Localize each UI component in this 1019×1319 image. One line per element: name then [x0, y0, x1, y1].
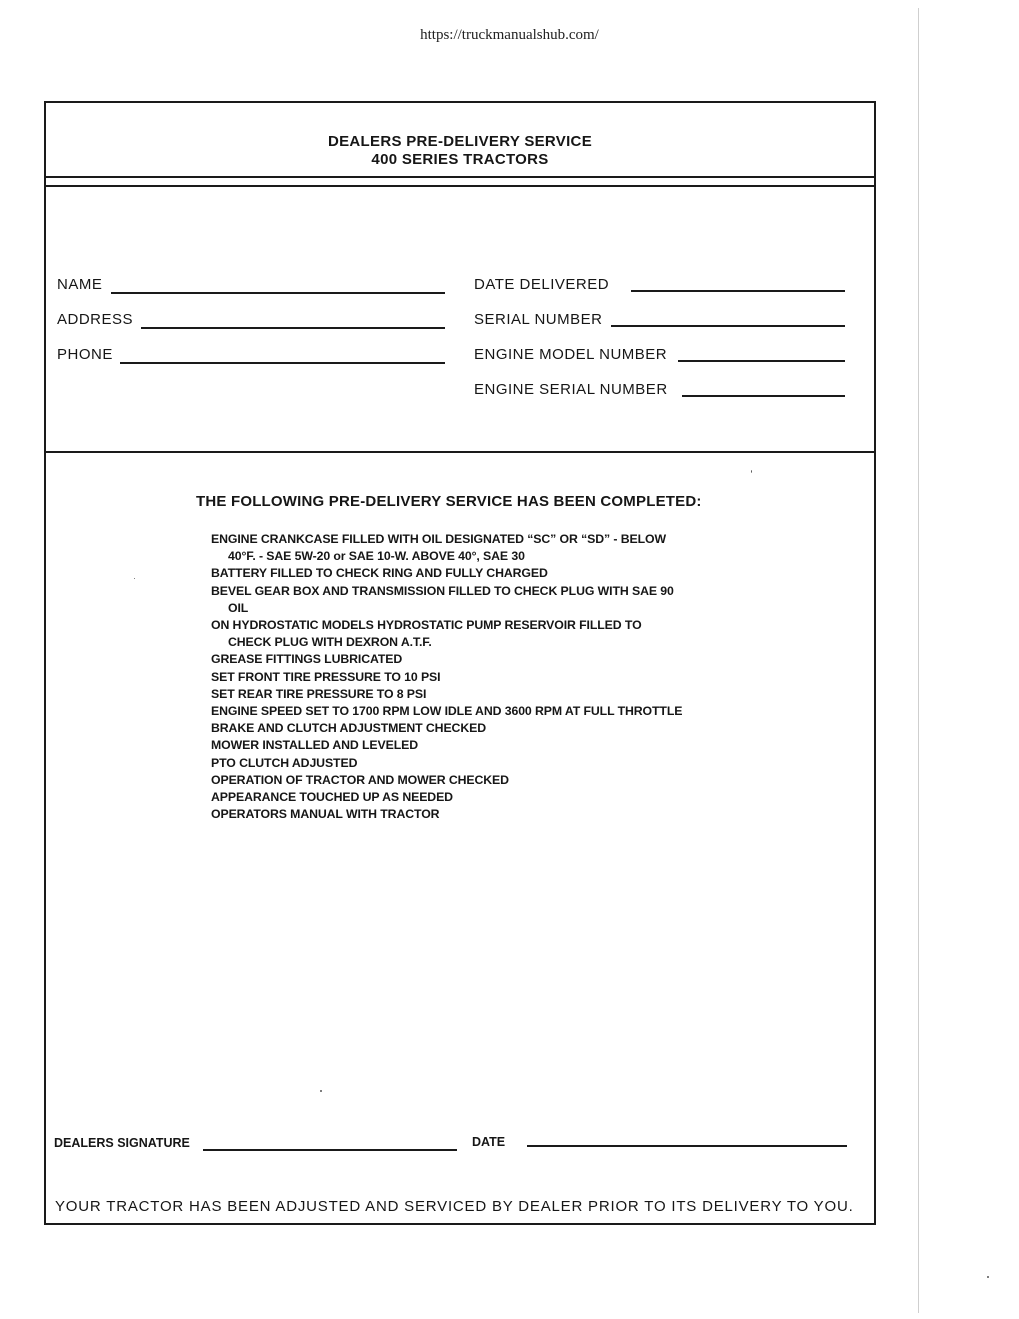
signature-date-field[interactable]: [527, 1145, 847, 1147]
date-delivered-label: DATE DELIVERED: [474, 276, 610, 293]
form-title-line-2: 400 SERIES TRACTORS: [371, 151, 549, 168]
checklist-item: CHECK PLUG WITH DEXRON A.T.F.: [228, 635, 432, 650]
address-field[interactable]: [141, 327, 445, 329]
scan-speck: [987, 1276, 989, 1278]
pre-delivery-form: [44, 101, 876, 1225]
checklist-item: 40°F. - SAE 5W-20 or SAE 10-W. ABOVE 40°, SAE 30: [228, 549, 525, 564]
title-divider-top: [46, 176, 874, 178]
checklist-item: APPEARANCE TOUCHED UP AS NEEDED: [211, 790, 453, 805]
checklist-item: PTO CLUTCH ADJUSTED: [211, 755, 358, 770]
checklist-item: GREASE FITTINGS LUBRICATED: [211, 652, 403, 667]
scan-edge-line: [918, 8, 919, 1313]
checklist-item: BEVEL GEAR BOX AND TRANSMISSION FILLED TO CHECK PLUG WITH SAE 90: [211, 583, 674, 598]
serial-number-field[interactable]: [611, 325, 845, 327]
checklist-item: OPERATION OF TRACTOR AND MOWER CHECKED: [211, 772, 509, 787]
serial-number-label: SERIAL NUMBER: [474, 311, 603, 328]
engine-serial-number-label: ENGINE SERIAL NUMBER: [474, 381, 668, 398]
address-label: ADDRESS: [57, 311, 134, 328]
checklist-item: OIL: [228, 600, 249, 615]
checklist-item: SET REAR TIRE PRESSURE TO 8 PSI: [211, 686, 427, 701]
checklist-item: ON HYDROSTATIC MODELS HYDROSTATIC PUMP RESERVOIR FILLED TO: [211, 618, 642, 633]
checklist-item: ENGINE SPEED SET TO 1700 RPM LOW IDLE AND 3600 RPM AT FULL THROTTLE: [211, 704, 683, 719]
checklist-item: BRAKE AND CLUTCH ADJUSTMENT CHECKED: [211, 721, 486, 736]
engine-model-number-label: ENGINE MODEL NUMBER: [474, 346, 668, 363]
engine-model-number-field[interactable]: [678, 360, 845, 362]
form-title-line-1: DEALERS PRE-DELIVERY SERVICE: [327, 133, 592, 150]
dealers-signature-field[interactable]: [203, 1149, 457, 1151]
fields-divider: [46, 451, 874, 453]
checklist-item: ENGINE CRANKCASE FILLED WITH OIL DESIGNATED “SC” OR “SD” - BELOW: [211, 532, 666, 546]
phone-label: PHONE: [57, 346, 113, 363]
form-title: [46, 133, 874, 169]
source-url: https://truckmanualshub.com/: [420, 27, 599, 43]
date-delivered-field[interactable]: [631, 290, 845, 292]
title-divider-bottom: [46, 185, 874, 187]
delivery-notice: YOUR TRACTOR HAS BEEN ADJUSTED AND SERVICED BY DEALER PRIOR TO ITS DELIVERY TO YOU.: [55, 1198, 854, 1215]
name-field[interactable]: [111, 292, 445, 294]
signature-date-label: DATE: [472, 1135, 506, 1149]
dealers-signature-label: DEALERS SIGNATURE: [54, 1136, 190, 1150]
checklist-item: OPERATORS MANUAL WITH TRACTOR: [211, 807, 440, 822]
checklist-item: SET FRONT TIRE PRESSURE TO 10 PSI: [211, 669, 441, 684]
service-heading: THE FOLLOWING PRE-DELIVERY SERVICE HAS BEEN COMPLETED:: [196, 493, 702, 510]
form-title-box: [46, 103, 874, 178]
phone-field[interactable]: [120, 362, 445, 364]
name-label: NAME: [57, 276, 103, 293]
checklist-item: BATTERY FILLED TO CHECK RING AND FULLY CHARGED: [211, 566, 548, 581]
engine-serial-number-field[interactable]: [682, 395, 845, 397]
service-checklist: [211, 531, 682, 823]
checklist-item: MOWER INSTALLED AND LEVELED: [211, 738, 419, 753]
